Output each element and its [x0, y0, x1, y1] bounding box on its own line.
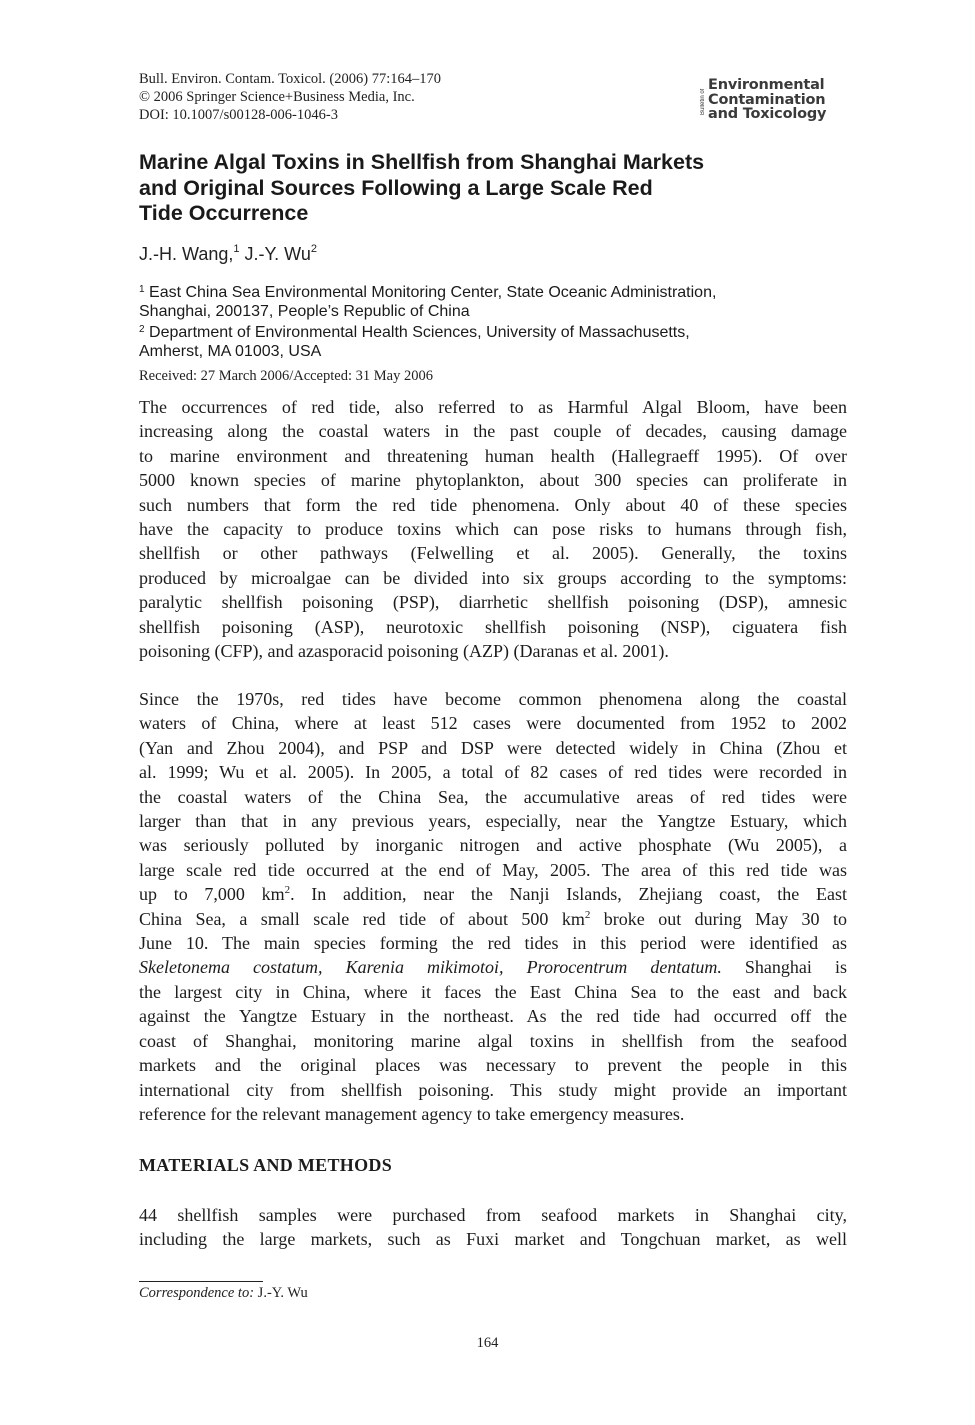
text-line: Since the 1970s, red tides have become common phenomena along the coastal: [139, 689, 847, 709]
species-names: Skeletonema costatum, Karenia mikimotoi, Prorocentrum dentatum.: [139, 957, 722, 978]
text-segment: Shanghai is: [721, 957, 848, 978]
text-line: reference for the relevant management agency to take emergency measures.: [139, 1103, 685, 1124]
journal-logo-line: Environmental: [708, 77, 825, 93]
article-title: [139, 150, 859, 227]
text-line: The occurrences of red tide, also referred to as Harmful Algal Bloom, have been: [139, 397, 847, 417]
author-affiliation-mark: 2: [310, 243, 317, 255]
author-list: [139, 236, 317, 267]
text-line: the coastal waters of the China Sea, the accumulative areas of red tides were: [139, 786, 847, 807]
journal-logo-line: Contamination: [708, 91, 826, 108]
affiliation-line: Shanghai, 200137, People’s Republic of China: [139, 302, 470, 320]
doi-line: DOI: 10.1007/s00128-006-1046-3: [139, 107, 338, 123]
text-line: increasing along the coastal waters in the past couple of decades, causing damage: [139, 421, 847, 442]
affiliation-line: [139, 281, 859, 303]
text-segment: China Sea, a small scale red tide of about 500 km: [139, 908, 585, 929]
title-line: Marine Algal Toxins in Shellfish from Shanghai Markets: [139, 150, 705, 174]
text-segment: . In addition, near the Nanji Islands, Zhejiang coast, the East: [290, 884, 847, 905]
text-line: 44 shellfish samples were purchased from seafood markets in Shanghai city,: [139, 1205, 847, 1225]
section-heading: MATERIALS AND METHODS: [139, 1155, 392, 1175]
text-line: produced by microalgae can be divided into six groups according to the symptoms:: [139, 567, 847, 588]
citation-line: Bull. Environ. Contam. Toxicol. (2006) 77:164–170: [139, 71, 441, 87]
affiliations: [139, 281, 859, 361]
journal-logo-line: and Toxicology: [708, 106, 827, 122]
affiliation-line: [139, 321, 859, 343]
journal-logo-prefix: Bulletin of: [700, 88, 706, 116]
superscript: 2: [284, 884, 291, 897]
affiliation-number: 1: [139, 284, 145, 295]
text-line: [139, 955, 847, 979]
text-line: 5000 known species of marine phytoplankton, about 300 species can proliferate in: [139, 470, 847, 491]
footnote-value: J.-Y. Wu: [254, 1285, 308, 1301]
journal-masthead: [139, 70, 441, 124]
text-line: waters of China, where at least 512 cases were documented from 1952 to 2002: [139, 713, 847, 734]
text-segment: up to 7,000 km: [139, 884, 285, 905]
journal-logo: [700, 78, 862, 126]
title-line: Tide Occurrence: [139, 201, 309, 225]
copyright-line: © 2006 Springer Science+Business Media, Inc.: [139, 89, 415, 105]
intro-paragraph-1: [139, 395, 847, 663]
footnote-divider: [139, 1281, 263, 1282]
text-line: coast of Shanghai, monitoring marine algal toxins in shellfish from the seafood: [139, 1030, 847, 1051]
author-name: J.-H. Wang,: [139, 244, 234, 264]
affiliation-line: Amherst, MA 01003, USA: [139, 342, 322, 360]
text-line: against the Yangtze Estuary in the northeast. As the red tide had occurred off the: [139, 1006, 847, 1027]
title-line: and Original Sources Following a Large Scale Red: [139, 175, 653, 200]
methods-paragraph: [139, 1203, 847, 1252]
correspondence-footnote: [139, 1284, 308, 1302]
text-line: the largest city in China, where it faces the East China Sea to the east and back: [139, 981, 847, 1002]
text-line: to marine environment and threatening human health (Hallegraeff 1995). Of over: [139, 445, 847, 466]
text-line: larger than that in any previous years, especially, near the Yangtze Estuary, which: [139, 811, 847, 832]
intro-paragraph-2: [139, 687, 847, 1126]
text-line: including the large markets, such as Fuxi market and Tongchuan market, as well: [139, 1229, 847, 1250]
author-name: J.-Y. Wu: [244, 244, 311, 264]
page-number: 164: [476, 1335, 499, 1351]
text-line: June 10. The main species forming the red tides in this period were identified as: [139, 933, 847, 954]
footnote-label: Correspondence to:: [139, 1285, 255, 1301]
author-affiliation-mark: 1: [233, 243, 240, 255]
text-line: paralytic shellfish poisoning (PSP), diarrhetic shellfish poisoning (DSP), amnesic: [139, 592, 847, 613]
text-segment: broke out during May 30 to: [590, 908, 847, 929]
text-line: large scale red tide occurred at the end of May, 2005. The area of this red tide was: [139, 859, 847, 880]
text-line: poisoning (CFP), and azasporacid poisoning (AZP) (Daranas et al. 2001).: [139, 641, 669, 662]
text-line: al. 1999; Wu et al. 2005). In 2005, a total of 82 cases of red tides were recorded in: [139, 762, 847, 783]
text-line: (Yan and Zhou 2004), and PSP and DSP were detected widely in China (Zhou et: [139, 737, 847, 758]
received-dates: Received: 27 March 2006/Accepted: 31 May 2006: [139, 368, 433, 384]
affiliation-text: Department of Environmental Health Sciences, University of Massachusetts,: [149, 324, 690, 341]
text-line: shellfish or other pathways (Felwelling et al. 2005). Generally, the toxins: [139, 543, 847, 564]
text-line: [139, 907, 847, 931]
superscript: 2: [584, 908, 591, 921]
text-line: was seriously polluted by inorganic nitrogen and active phosphate (Wu 2005), a: [139, 835, 847, 856]
affiliation-number: 2: [139, 324, 145, 335]
text-line: [139, 882, 847, 906]
text-line: international city from shellfish poisoning. This study might provide an important: [139, 1079, 847, 1100]
affiliation-text: East China Sea Environmental Monitoring Center, State Oceanic Administration,: [149, 284, 717, 301]
text-line: have the capacity to produce toxins which can pose risks to humans through fish,: [139, 519, 847, 540]
journal-logo-wordmark: [708, 78, 862, 126]
text-line: shellfish poisoning (ASP), neurotoxic shellfish poisoning (NSP), ciguatera fish: [139, 616, 847, 637]
text-line: markets and the original places was necessary to prevent the people in this: [139, 1055, 847, 1076]
text-line: such numbers that form the red tide phenomena. Only about 40 of these species: [139, 494, 847, 515]
